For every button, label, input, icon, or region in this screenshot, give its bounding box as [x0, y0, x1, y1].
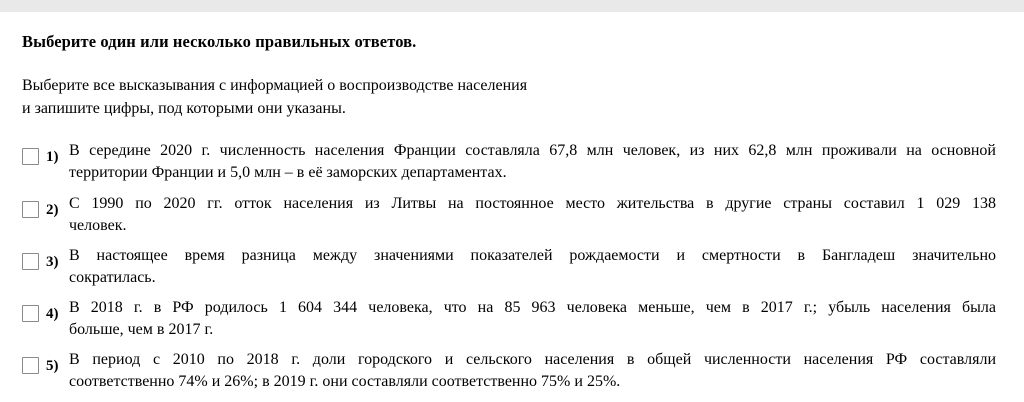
document-page	[0, 32, 1024, 393]
option-text-4-line-2: больше, чем в 2017 г.	[69, 320, 214, 338]
option-checkbox-1[interactable]	[22, 148, 39, 165]
page-title: Выберите один или несколько правильных ответов.	[22, 32, 417, 51]
option-text-5	[69, 349, 1002, 393]
instruction-line-1: Выберите все высказывания с информацией о воспроизводстве населения	[22, 77, 528, 94]
option-text-3-line-1: В настоящее время разница между значениями показателей рождаемости и смертности в Бангладеш значительно	[69, 246, 996, 264]
list-item[interactable]	[22, 297, 1002, 341]
list-item[interactable]	[22, 245, 1002, 289]
list-item[interactable]	[22, 193, 1002, 237]
top-bar	[0, 0, 1024, 12]
option-checkbox-3[interactable]	[22, 253, 39, 270]
option-text-2	[69, 193, 1002, 237]
option-number-1: 1)	[46, 149, 59, 166]
option-text-4	[69, 297, 1002, 341]
option-text-2-line-1: С 1990 по 2020 гг. отток населения из Литвы на постоянное место жительства в другие страны составил 1 029 138	[69, 194, 996, 212]
option-text-5-line-1: В период с 2010 по 2018 г. доли городского и сельского населения в общей численности населения РФ составляли	[69, 351, 996, 368]
list-item[interactable]	[22, 140, 1002, 184]
option-text-1-line-2: территории Франции и 5,0 млн – в её заморских департаментах.	[69, 164, 507, 182]
option-number-4: 4)	[46, 305, 59, 322]
options-list	[22, 140, 1002, 393]
option-number-2: 2)	[46, 201, 59, 218]
option-checkbox-2[interactable]	[22, 201, 39, 218]
option-text-1-line-1: В середине 2020 г. численность населения Франции составляла 67,8 млн человек, из них 62,8 млн проживали на основной	[69, 142, 996, 160]
option-number-3: 3)	[46, 253, 59, 270]
option-text-2-line-2: человек.	[69, 216, 127, 234]
option-text-5-line-2: соответственно 74% и 26%; в 2019 г. они составляли соответственно 75% и 25%.	[69, 373, 621, 391]
option-checkbox-4[interactable]	[22, 305, 39, 322]
option-text-1	[69, 140, 1002, 184]
option-checkbox-5[interactable]	[22, 357, 39, 374]
option-text-4-line-1: В 2018 г. в РФ родилось 1 604 344 человека, что на 85 963 человека меньше, чем в 2017 г.; убыль населения была	[69, 298, 996, 316]
option-number-5: 5)	[46, 358, 59, 374]
instruction-text	[22, 74, 1002, 120]
list-item[interactable]	[22, 349, 1002, 393]
option-text-3	[69, 245, 1002, 289]
instruction-line-2: и запишите цифры, под которыми они указаны.	[22, 100, 346, 118]
option-text-3-line-2: сократилась.	[69, 268, 156, 286]
